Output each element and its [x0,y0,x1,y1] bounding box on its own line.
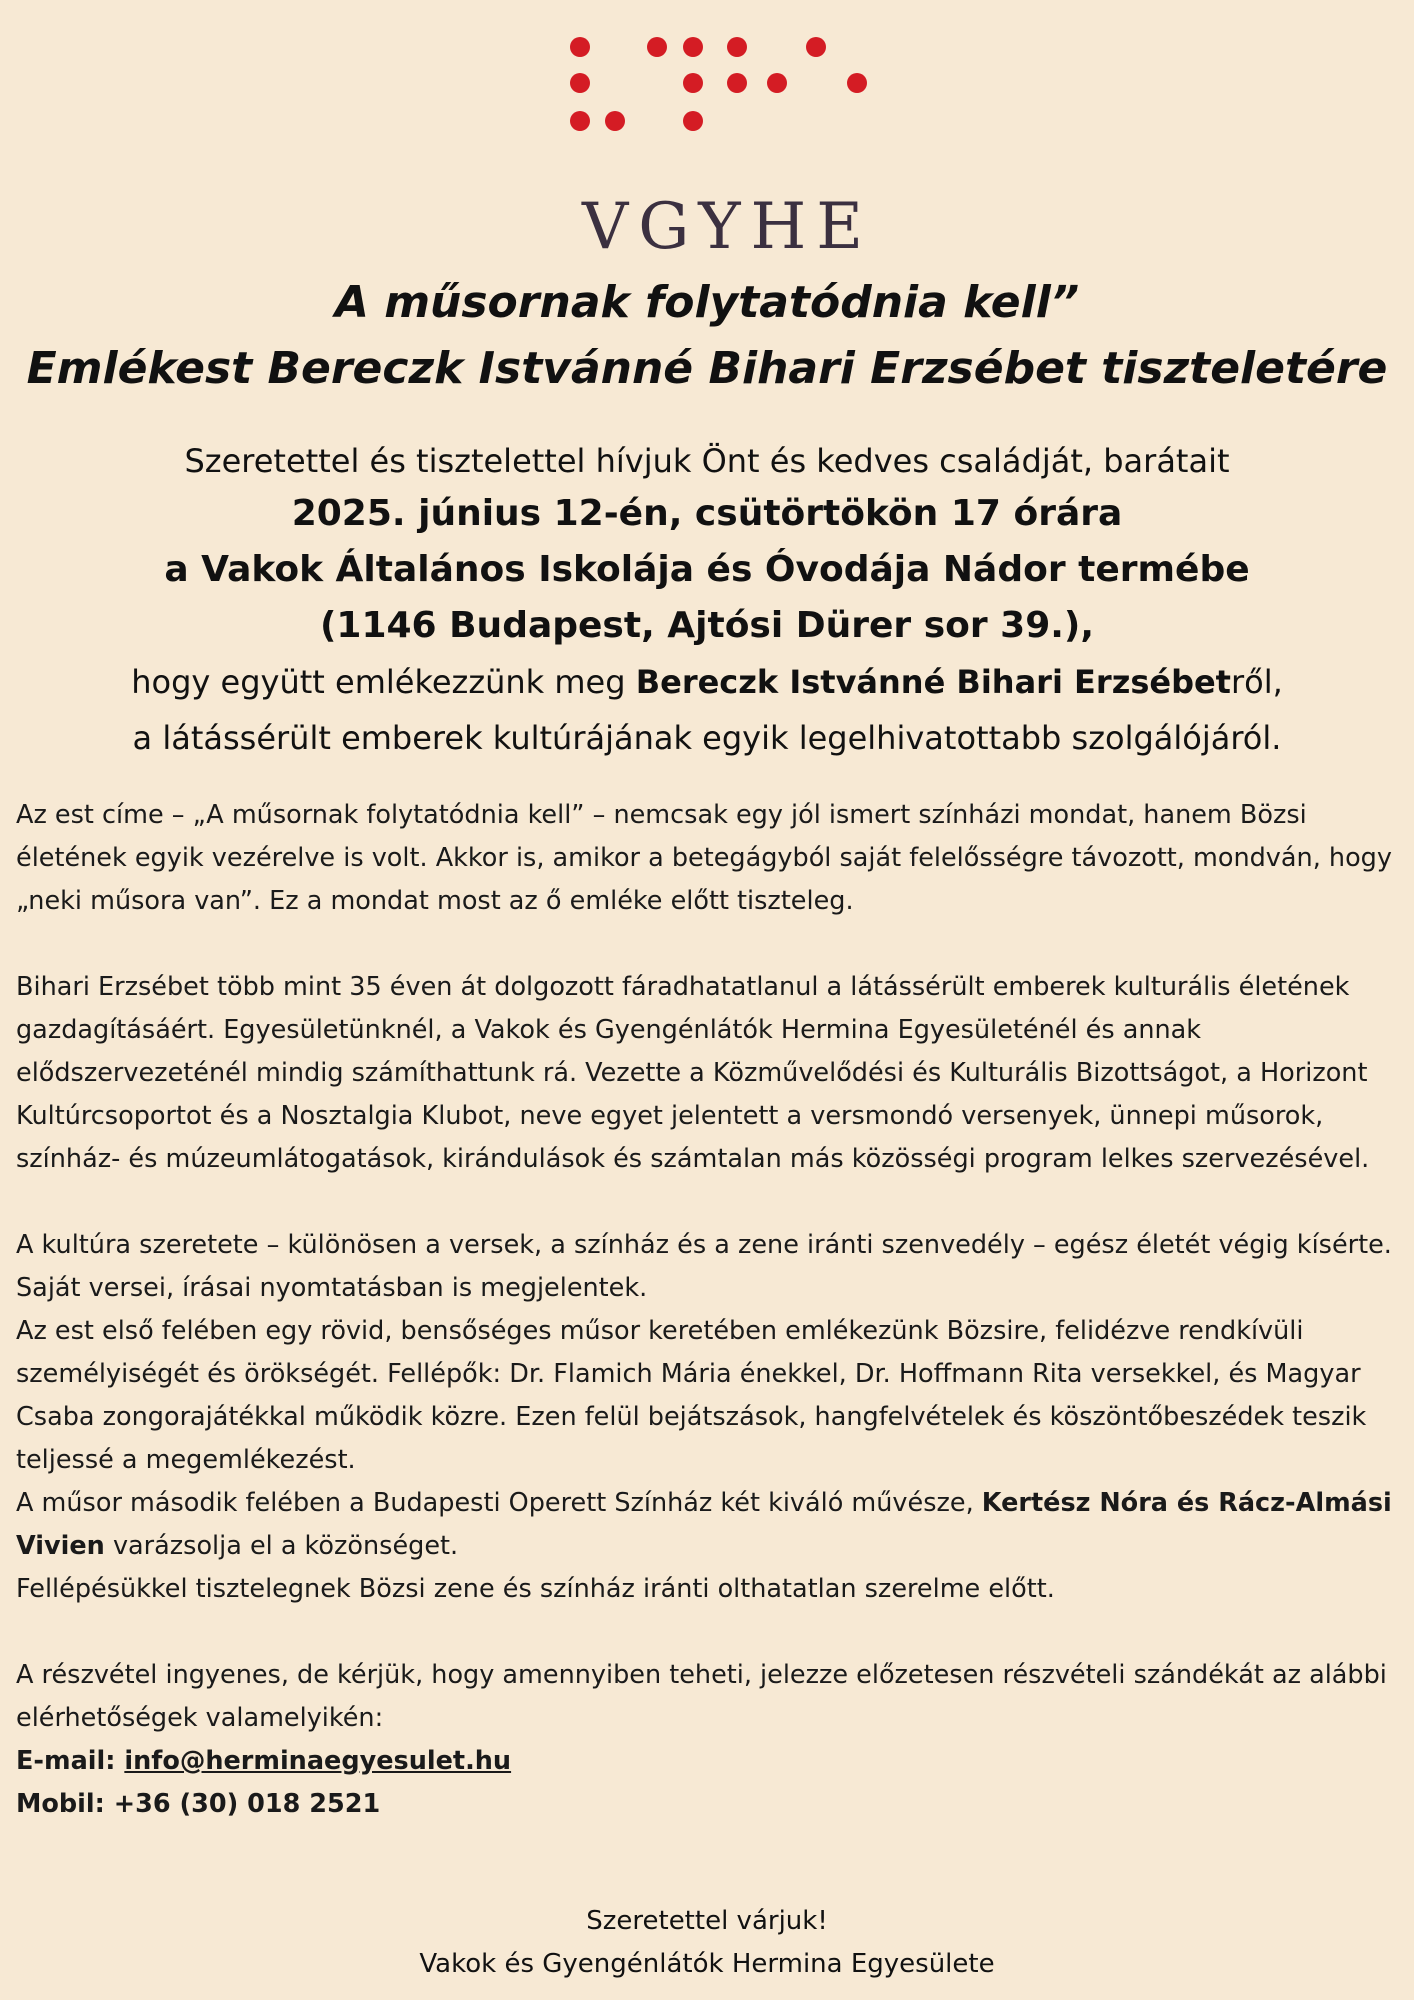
title-block [0,270,1414,402]
event-date-time: 2025. június 12-én, csütörtökön 17 órára [291,493,1123,534]
performers-names: Kertész Nóra és Rácz-Almási Vivien [16,1488,1392,1561]
paragraph-4: Az est első felében egy rövid, bensőséges műsor keretében emlékezünk Bözsire, felidézve rendkívüli személyiségét és örökségét. Fellépők: Dr. Flamich Mária énekkel, Dr. Hoffmann Rita versekkel, és Magyar Csaba zongorajátékkal működik közre. Ezen felül bejátszások, hangfelvételek és köszöntőbeszédek teszik teljessé a megemlékezést. [16,1316,1367,1475]
remember-line [0,654,1414,710]
mobile-number: +36 (30) 018 2521 [113,1789,381,1819]
invitation-block [0,436,1414,766]
mobile-label: Mobil: [16,1789,114,1819]
contact-email [16,1740,1401,1783]
braille-dots-icon [560,30,880,190]
p5-prefix: A műsor második felében a Budapesti Operett Színház két kiváló művésze, [16,1488,982,1518]
remember-prefix: hogy együtt emlékezzünk meg [131,663,636,701]
invitation-intro: Szeretettel és tisztelettel hívjuk Önt és kedves családját, barátait [184,442,1230,480]
event-venue: a Vakok Általános Iskolája és Óvodája Nádor termébe [164,549,1250,590]
remember-name: Bereczk Istvánné Bihari Erzsébet [635,663,1231,701]
organization-name: Vakok és Gyengénlátók Hermina Egyesülete [419,1949,995,1979]
closing-greeting: Szeretettel várjuk! [586,1906,828,1936]
remember-suffix: ről, [1230,663,1283,701]
paragraph-3: A kultúra szeretete – különösen a versek, a színház és a zene iránti szenvedély – egész életét végig kísérte. Saját versei, írásai nyomtatásban is megjelentek. [16,1230,1392,1303]
paragraph-2: Bihari Erzsébet több mint 35 éven át dolgozott fáradhatatlanul a látássérült emberek kulturális életének gazdagításáért. Egyesületünknél, a Vakok és Gyengénlátók Hermina Egyesületénél és annak elődszervezeténél mindig számíthattunk rá. Vezette a Közművelődési és Kulturális Bizottságot, a Horizont Kultúrcsoportot és a Nosztalgia Klubot, neve egyet jelentett a versmondó versenyek, ünnepi műsorok, színház- és múzeumlátogatások, kirándulások és számtalan más közösségi program lelkes szervezésével. [16,972,1370,1174]
paragraph-6: Fellépésükkel tisztelegnek Bözsi zene és színház iránti olthatatlan szerelme előtt. [16,1574,1055,1604]
contact-mobile [16,1783,1401,1826]
closing-block [0,1900,1414,1986]
event-address: (1146 Budapest, Ajtósi Dürer sor 39.), [319,605,1095,646]
title-line-2: Emlékest Bereczk Istvánné Bihari Erzsébet tiszteletére [26,343,1388,394]
invitation-last-line: a látássérült emberek kultúrájának egyik legelhivatottabb szolgálójáról. [132,719,1282,757]
body-text [16,794,1401,1826]
logo-text: VGYHE [582,190,873,264]
vgyhe-logo [560,30,880,264]
paragraph-5 [16,1482,1401,1568]
paragraph-7: A részvétel ingyenes, de kérjük, hogy amennyiben teheti, jelezze előzetesen részvételi szándékát az alábbi elérhetőségek valamelyikén: [16,1660,1387,1733]
email-label: E-mail: [16,1746,125,1776]
email-link[interactable]: info@herminaegyesulet.hu [124,1746,512,1776]
paragraph-1: Az est címe – „A műsornak folytatódnia kell” – nemcsak egy jól ismert színházi mondat, hanem Bözsi életének egyik vezérelve is volt. Akkor is, amikor a betegágyból saját felelősségre távozott, mondván, hogy „neki műsora van”. Ez a mondat most az ő emléke előtt tiszteleg. [16,800,1392,916]
p5-suffix: varázsolja el a közönséget. [104,1531,459,1561]
title-line-1: A műsornak folytatódnia kell” [334,277,1080,328]
